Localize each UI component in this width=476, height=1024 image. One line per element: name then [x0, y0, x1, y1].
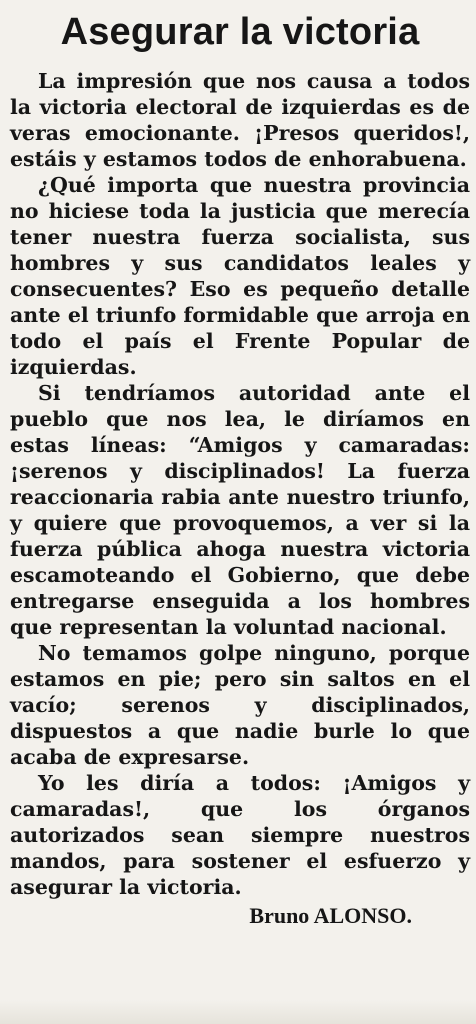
article-paragraph-5: Yo les diría a todos: ¡Amigos y camaradas!, que los órganos autorizados sean siempre nuestros mandos, para sostener el esfuerzo y asegurar la victoria. [10, 771, 470, 899]
article-paragraph-1: La impresión que nos causa a todos la victoria electoral de izquierdas es de veras emocionante. ¡Presos queridos!, estáis y estamos todos de enhorabuena. [10, 69, 470, 171]
article-paragraph-4: No temamos golpe ninguno, porque estamos en pie; pero sin saltos en el vacío; serenos y disciplinados, dispuestos a que nadie burle lo que acaba de expresarse. [10, 641, 470, 769]
clipping-bottom-edge [0, 1000, 476, 1024]
article-title: Asegurar la victoria [60, 11, 420, 53]
article-paragraph-3: Si tendríamos autoridad ante el pueblo que nos lea, le diríamos en estas líneas: “Amigos y camaradas: ¡serenos y disciplinados! La fuerza reaccionaria rabia ante nuestro triunfo, y quiere que provoquemos, a ver si la fuerza pública ahoga nuestra victoria escamoteando el Gobierno, que debe entregarse enseguida a los hombres que representan la voluntad nacional. [10, 381, 470, 639]
article-signature: Bruno ALONSO. [249, 903, 412, 928]
article-paragraph-2: ¿Qué importa que nuestra provincia no hiciese toda la justicia que merecía tener nuestra fuerza socialista, sus hombres y sus candidatos leales y consecuentes? Eso es pequeño detalle ante el triunfo formidable que arroja en todo el país el Frente Popular de izquierdas. [10, 173, 470, 379]
